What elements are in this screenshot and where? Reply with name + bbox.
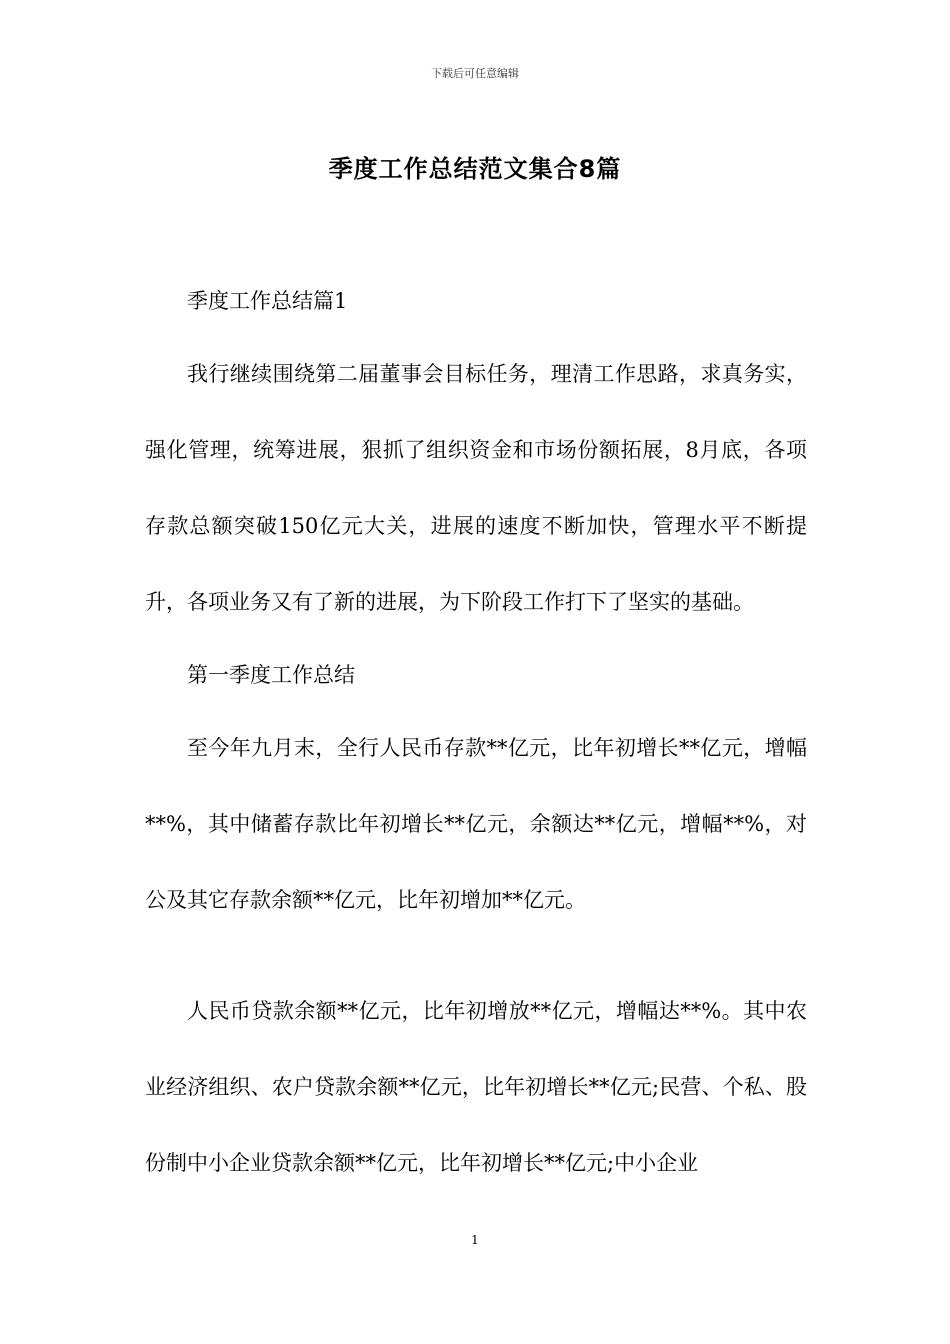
section-heading: 季度工作总结篇1	[187, 289, 348, 313]
sub-heading: 第一季度工作总结	[187, 663, 355, 687]
body-paragraph: 至今年九月末，全行人民币存款**亿元，比年初增长**亿元，增幅**%，其中储蓄存款比年初增长**亿元，余额达**亿元，增幅**%，对公及其它存款余额**亿元，比年初增加**亿元。	[145, 736, 807, 912]
page-number: 1	[471, 1233, 479, 1247]
body-paragraph: 人民币贷款余额**亿元，比年初增放**亿元，增幅达**%。其中农业经济组织、农户贷款余额**亿元，比年初增长**亿元;民营、个私、股份制中小企业贷款余额**亿元，比年初增长**亿元;中小企业	[145, 999, 807, 1175]
paragraph-spacer	[145, 640, 807, 656]
header-note: 下载后可任意编辑	[431, 67, 519, 80]
body-paragraph: 我行继续围绕第二届董事会目标任务，理清工作思路，求真务实，强化管理，统筹进展，狠抓了组织资金和市场份额拓展，8月底，各项存款总额突破150亿元大关，进展的速度不断加快，管理水平不断提升，各项业务又有了新的进展，为下阶段工作打下了坚实的基础。	[145, 362, 807, 614]
document-title: 季度工作总结范文集合8篇	[328, 155, 622, 183]
document-body	[145, 282, 807, 1201]
